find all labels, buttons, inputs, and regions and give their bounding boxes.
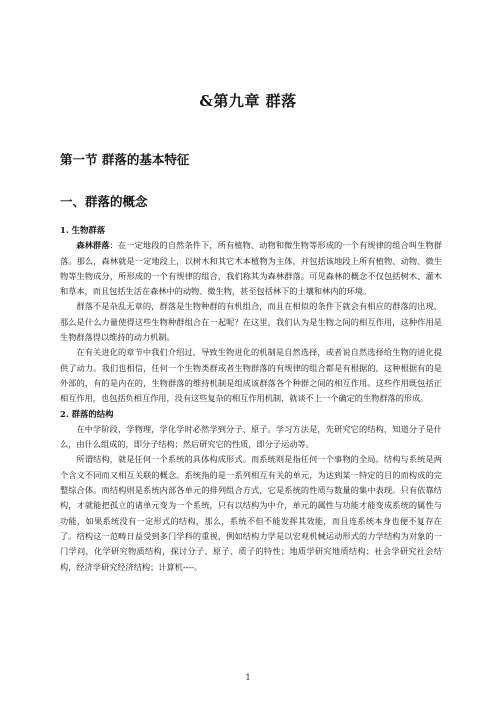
page-number: 1	[245, 673, 251, 682]
paragraph-middle-school: 在中学阶段，学物理，学化学时必然学到分子、原子。学习方法是，先研究它的结构，知道分子是什么，由什么组成的，即分子结构；然后研究它的性质，即分子运动等。	[60, 423, 442, 450]
paragraph-text: ：在一定地段的自然条件下，所有植物、动物和微生物等形成的一个有规律的组合叫生物群落。那么，森林就是一定地段上，以树木和其它木本植物为主体，并包括该地段上所有植物、动物、微生物等生物成分，所形成的一个有规律的组合，我们称其为森林群落。可见森林的概念不仅包括树木、灌木和草本，而且包括生活在森林中的动物、微生物，甚至包括林下的土壤和林内的环境。	[60, 240, 442, 297]
paragraph-structure-definition: 所谓结构，就是任何一个系统的具体构成形式。而系统则是指任何一个事物的全局。结构与系统是两个含义不同而又相互关联的概念。系统指的是一系列相互有关的单元，为达到某一特定的目的而构成的完整综合体。而结构则是系统内部各单元的排列组合方式，它是系统的性质与数量的集中表现。只有依靠结构，才就能把孤立的诸单元变为一个系统，只有以结构为中介，单元的属性与功能才能变成系统的属性与功能，如果系统没有一定形式的结构，那么，系统不但不能发挥其效能，而且连系统本身也便不复存在了。结构这一范畴日益受到多门学科的重视，例如结构力学是以宏观机械运动形式的力学结构为对象的一门学问，化学研究物质结构，探讨分子、原子、质子的特性；地质学研究地质结构；社会学研究社会结构，经济学研究经济结构；计算机----。	[60, 454, 442, 572]
heading-biological-community: 1. 生物群落	[60, 225, 106, 235]
heading-community-structure: 2. 群落的结构	[60, 408, 114, 419]
body-text	[60, 223, 442, 575]
chapter-title: &第九章 群落	[199, 92, 297, 110]
term-forest-community: 森林群落	[76, 240, 110, 251]
paragraph-community-organization: 群落不是杂乱无章的，群落是生物种群的有机组合，而且在相似的条件下就会有相应的群落的出现，那么是什么力量使得这些生物种群组合在一起呢？在这里，我们认为是生物之间的相互作用，这种作用是生物群落得以维持的动力机制。	[60, 301, 442, 343]
paragraph-forest-community	[60, 238, 442, 299]
section-title: 第一节 群落的基本特征	[60, 152, 190, 167]
paragraph-evolution-mechanism: 在有关进化的章节中我们介绍过，导致生物进化的机制是自然选择，或者说自然选择给生物的进化提供了动力。我们也相信，任何一个生物类群或者生物群落的有规律的组合都是有根据的，这种根据有的是外部的，有的是内在的，生物群落的维持机制是组成该群落各个种群之间的相互作用。这些作用既包括正相互作用，也包括负相互作用，没有这些复杂的相互作用机制，就谈不上一个确定的生物群落的形成。	[60, 347, 442, 404]
subsection-title: 一、群落的概念	[60, 194, 148, 209]
